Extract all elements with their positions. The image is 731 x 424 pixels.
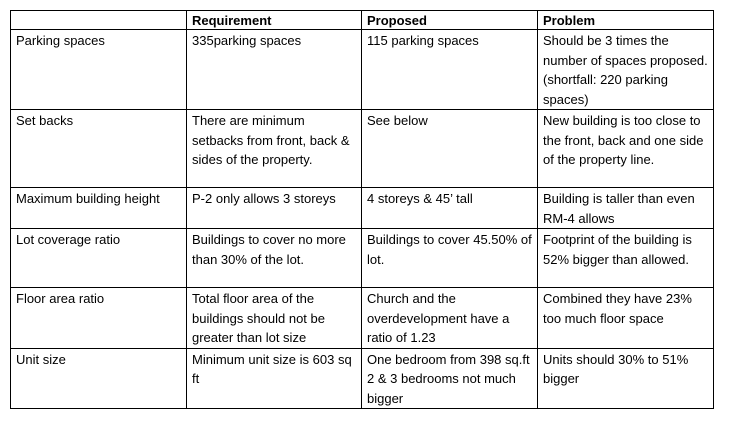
requirement-cell: Buildings to cover no more than 30% of the lot.: [187, 229, 362, 288]
row-label: Set backs: [11, 110, 187, 188]
proposed-cell: One bedroom from 398 sq.ft 2 & 3 bedrooms not much bigger: [362, 348, 538, 409]
header-cell-problem: Problem: [538, 11, 714, 30]
table-row: [11, 30, 714, 110]
table-row: [11, 188, 714, 229]
table-row: [11, 229, 714, 288]
header-cell-blank: [11, 11, 187, 30]
row-label: Maximum building height: [11, 188, 187, 229]
header-row: [11, 11, 714, 30]
requirement-cell: P-2 only allows 3 storeys: [187, 188, 362, 229]
header-cell-requirement: Requirement: [187, 11, 362, 30]
proposed-cell: Church and the overdevelopment have a ratio of 1.23: [362, 288, 538, 349]
problem-cell: Building is taller than even RM-4 allows: [538, 188, 714, 229]
problem-cell: Footprint of the building is 52% bigger than allowed.: [538, 229, 714, 288]
table-row: [11, 348, 714, 409]
row-label: Lot coverage ratio: [11, 229, 187, 288]
problem-cell: New building is too close to the front, back and one side of the property line.: [538, 110, 714, 188]
row-label: Unit size: [11, 348, 187, 409]
row-label: Parking spaces: [11, 30, 187, 110]
requirement-cell: 335parking spaces: [187, 30, 362, 110]
proposed-cell: 4 storeys & 45’ tall: [362, 188, 538, 229]
header-cell-proposed: Proposed: [362, 11, 538, 30]
requirement-cell: There are minimum setbacks from front, back & sides of the property.: [187, 110, 362, 188]
problem-cell: Combined they have 23% too much floor space: [538, 288, 714, 349]
table-row: [11, 288, 714, 349]
problem-cell: Units should 30% to 51% bigger: [538, 348, 714, 409]
proposed-cell: 115 parking spaces: [362, 30, 538, 110]
requirement-cell: Minimum unit size is 603 sq ft: [187, 348, 362, 409]
proposed-cell: Buildings to cover 45.50% of lot.: [362, 229, 538, 288]
table-row: [11, 110, 714, 188]
row-label: Floor area ratio: [11, 288, 187, 349]
requirement-cell: Total floor area of the buildings should not be greater than lot size: [187, 288, 362, 349]
problem-cell: Should be 3 times the number of spaces proposed. (shortfall: 220 parking spaces): [538, 30, 714, 110]
requirements-table: [10, 10, 714, 409]
proposed-cell: See below: [362, 110, 538, 188]
